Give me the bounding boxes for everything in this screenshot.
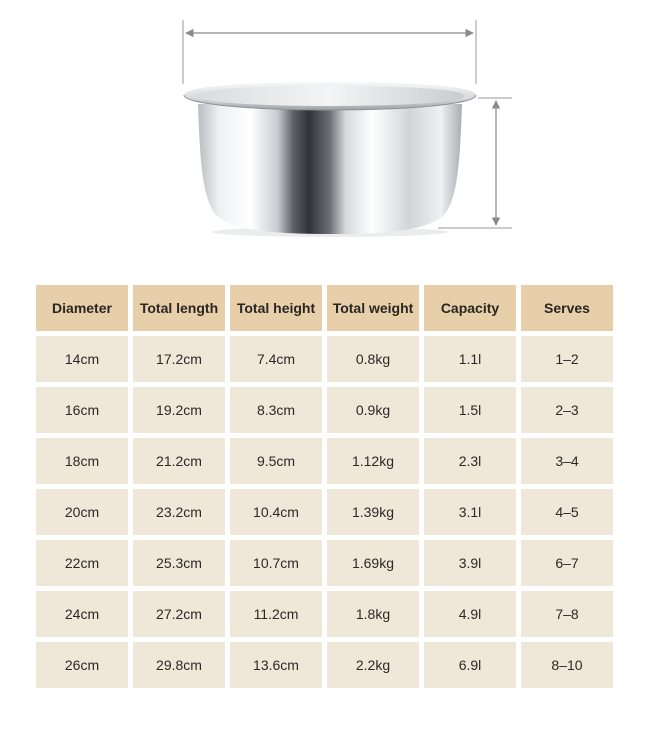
- cell-total-length: 21.2cm: [133, 438, 225, 484]
- cell-total-length: 23.2cm: [133, 489, 225, 535]
- table-row: [36, 591, 613, 637]
- cell-diameter: 20cm: [36, 489, 128, 535]
- table-row: [36, 540, 613, 586]
- cell-capacity: 1.5l: [424, 387, 516, 433]
- cell-total-weight: 1.69kg: [327, 540, 419, 586]
- cell-total-length: 17.2cm: [133, 336, 225, 382]
- header-serves: Serves: [521, 285, 613, 331]
- cell-serves: 6–7: [521, 540, 613, 586]
- size-specification-table: [31, 280, 618, 693]
- cell-total-weight: 0.9kg: [327, 387, 419, 433]
- cell-capacity: 4.9l: [424, 591, 516, 637]
- cell-total-height: 10.7cm: [230, 540, 322, 586]
- cell-diameter: 22cm: [36, 540, 128, 586]
- cell-capacity: 1.1l: [424, 336, 516, 382]
- cell-total-length: 25.3cm: [133, 540, 225, 586]
- header-total-length: Total length: [133, 285, 225, 331]
- cell-total-height: 8.3cm: [230, 387, 322, 433]
- cell-total-length: 27.2cm: [133, 591, 225, 637]
- cell-serves: 7–8: [521, 591, 613, 637]
- cell-total-length: 19.2cm: [133, 387, 225, 433]
- cell-diameter: 24cm: [36, 591, 128, 637]
- table-row: [36, 489, 613, 535]
- width-dimension-arrow-icon: [183, 20, 476, 84]
- cell-capacity: 3.9l: [424, 540, 516, 586]
- cell-total-weight: 2.2kg: [327, 642, 419, 688]
- cell-total-height: 11.2cm: [230, 591, 322, 637]
- cell-serves: 3–4: [521, 438, 613, 484]
- cell-total-height: 7.4cm: [230, 336, 322, 382]
- cell-serves: 8–10: [521, 642, 613, 688]
- cell-capacity: 3.1l: [424, 489, 516, 535]
- cell-total-length: 29.8cm: [133, 642, 225, 688]
- cell-total-weight: 0.8kg: [327, 336, 419, 382]
- cell-total-weight: 1.12kg: [327, 438, 419, 484]
- pot-dimension-illustration: [0, 0, 658, 260]
- cell-total-height: 9.5cm: [230, 438, 322, 484]
- cell-capacity: 6.9l: [424, 642, 516, 688]
- table-row: [36, 336, 613, 382]
- header-capacity: Capacity: [424, 285, 516, 331]
- cell-serves: 4–5: [521, 489, 613, 535]
- cell-total-weight: 1.39kg: [327, 489, 419, 535]
- cell-total-weight: 1.8kg: [327, 591, 419, 637]
- cell-diameter: 18cm: [36, 438, 128, 484]
- cell-serves: 1–2: [521, 336, 613, 382]
- header-diameter: Diameter: [36, 285, 128, 331]
- table-row: [36, 438, 613, 484]
- cell-diameter: 14cm: [36, 336, 128, 382]
- table-header-row: [36, 285, 613, 331]
- header-total-weight: Total weight: [327, 285, 419, 331]
- cell-diameter: 26cm: [36, 642, 128, 688]
- cell-serves: 2–3: [521, 387, 613, 433]
- cell-diameter: 16cm: [36, 387, 128, 433]
- cell-total-height: 13.6cm: [230, 642, 322, 688]
- cell-capacity: 2.3l: [424, 438, 516, 484]
- header-total-height: Total height: [230, 285, 322, 331]
- pot-image: [184, 82, 476, 237]
- table-row: [36, 642, 613, 688]
- cell-total-height: 10.4cm: [230, 489, 322, 535]
- table-row: [36, 387, 613, 433]
